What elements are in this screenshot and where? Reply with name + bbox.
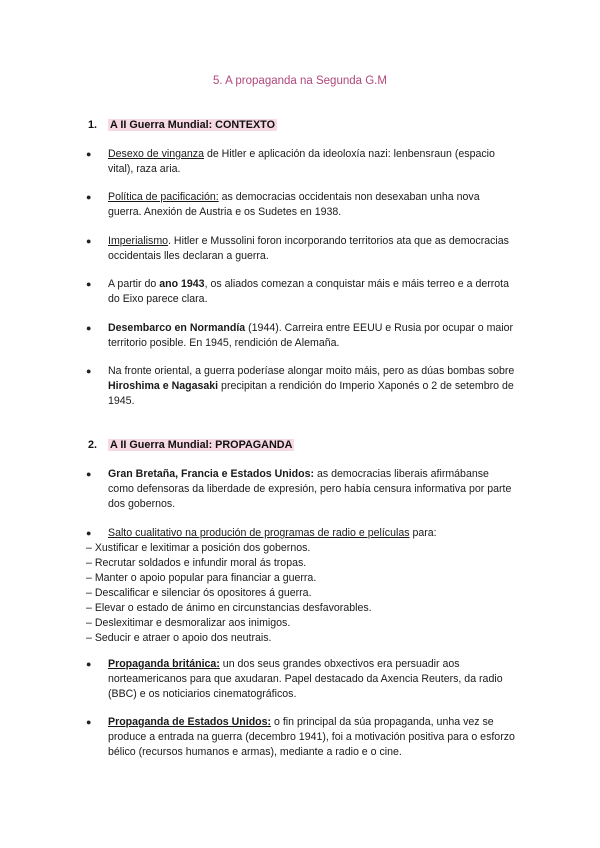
sub-list-item: – Elevar o estado de ánimo en circunstancias desfavorables. <box>86 602 372 614</box>
list-item <box>86 321 516 351</box>
bullet-icon: ● <box>86 469 92 479</box>
section-title: A II Guerra Mundial: PROPAGANDA <box>110 439 293 451</box>
bullet-text: as democracias liberais afirmábanse como defensoras da liberdade de expresión, pero había censura informativa por parte dos gobernos. <box>108 468 512 510</box>
section-number: 1. <box>88 119 98 131</box>
bullet-bold: Hiroshima e Nagasaki <box>108 380 219 392</box>
list-item <box>86 277 516 307</box>
page-title: 5. A propaganda na Segunda G.M <box>213 75 387 87</box>
bullet-bold: Propaganda británica: <box>108 658 220 670</box>
bullet-text: , os aliados comezan a conquistar máis e máis terreo e a derrota do Eixo parece clara. <box>108 278 510 305</box>
section-heading-context <box>88 116 277 134</box>
bullet-icon: ● <box>86 366 92 376</box>
bullet-icon: ● <box>86 659 92 669</box>
bullet-text: A partir do <box>108 278 160 290</box>
bullet-lead: Desexo de vinganza <box>108 148 204 160</box>
bullet-icon: ● <box>86 192 92 202</box>
sub-list <box>86 541 516 646</box>
list-item <box>86 234 516 264</box>
list-item <box>86 364 516 409</box>
sub-list-item: – Descalificar e silenciar ós opositores á guerra. <box>86 587 312 599</box>
bullet-text: para: <box>409 527 437 539</box>
bullet-bold: Gran Bretaña, Francia e Estados Unidos: <box>108 468 315 480</box>
bullet-lead: Política de pacificación: <box>108 191 219 203</box>
bullet-text: un dos seus grandes obxectivos era persuadir aos norteamericanos para que axudaran. Papel destacado da Axencia Reuters, da radio (BBC) e os noticiarios cinematográficos. <box>108 658 503 700</box>
bullet-icon: ● <box>86 149 92 159</box>
list-item <box>86 190 516 220</box>
bullet-icon: ● <box>86 717 92 727</box>
bullet-bold: ano 1943 <box>159 278 205 290</box>
bullet-icon: ● <box>86 528 92 538</box>
bullet-bold: Propaganda de Estados Unidos: <box>108 716 272 728</box>
sub-list-item: – Deslexitimar e desmoralizar aos inimigos. <box>86 617 291 629</box>
list-item <box>86 715 516 760</box>
bullet-lead: Salto cualitativo na produción de programas de radio e películas <box>108 527 410 539</box>
sub-list-item: – Manter o apoio popular para financiar a guerra. <box>86 572 317 584</box>
bullet-icon: ● <box>86 323 92 333</box>
section-heading-propaganda <box>88 436 294 454</box>
bullet-icon: ● <box>86 236 92 246</box>
section-number: 2. <box>88 439 98 451</box>
sub-list-item: – Recrutar soldados e infundir moral ás tropas. <box>86 557 307 569</box>
list-item <box>86 467 516 512</box>
section-title: A II Guerra Mundial: CONTEXTO <box>110 119 275 131</box>
bullet-text: (1944). Carreira entre EEUU e Rusia por ocupar o maior territorio posible. En 1945, rendición de Alemaña. <box>108 322 514 349</box>
list-item <box>86 526 516 541</box>
bullet-text: o fin principal da súa propaganda, unha vez se produce a entrada na guerra (decembro 1941), foi a motivación positiva para o esforzo bélico (recursos humanos e armas), mediante a radio e o cine. <box>108 716 515 758</box>
list-item <box>86 147 516 177</box>
sub-list-item: – Xustificar e lexitimar a posición dos gobernos. <box>86 542 311 554</box>
bullet-text: as democracias occidentais non desexaban unha nova guerra. Anexión de Austria e os Sudetes en 1938. <box>108 191 480 218</box>
bullet-bold: Desembarco en Normandía <box>108 322 246 334</box>
sub-list-item: – Seducir e atraer o apoio dos neutrais. <box>86 632 272 644</box>
bullet-icon: ● <box>86 279 92 289</box>
bullet-text: de Hitler e aplicación da ideoloxía nazi: lenbensraun (espacio vital), raza aria. <box>108 148 495 175</box>
bullet-text: precipitan a rendición do Imperio Xaponés o 2 de setembro de 1945. <box>108 380 514 407</box>
bullet-lead: Imperialismo <box>108 235 169 247</box>
bullet-text: Na fronte oriental, a guerra poderíase alongar moito máis, pero as dúas bombas sobre <box>108 365 515 377</box>
bullet-text: . Hitler e Mussolini foron incorporando territorios ata que as democracias occidentais lles declaran a guerra. <box>108 235 509 262</box>
list-item <box>86 657 516 702</box>
